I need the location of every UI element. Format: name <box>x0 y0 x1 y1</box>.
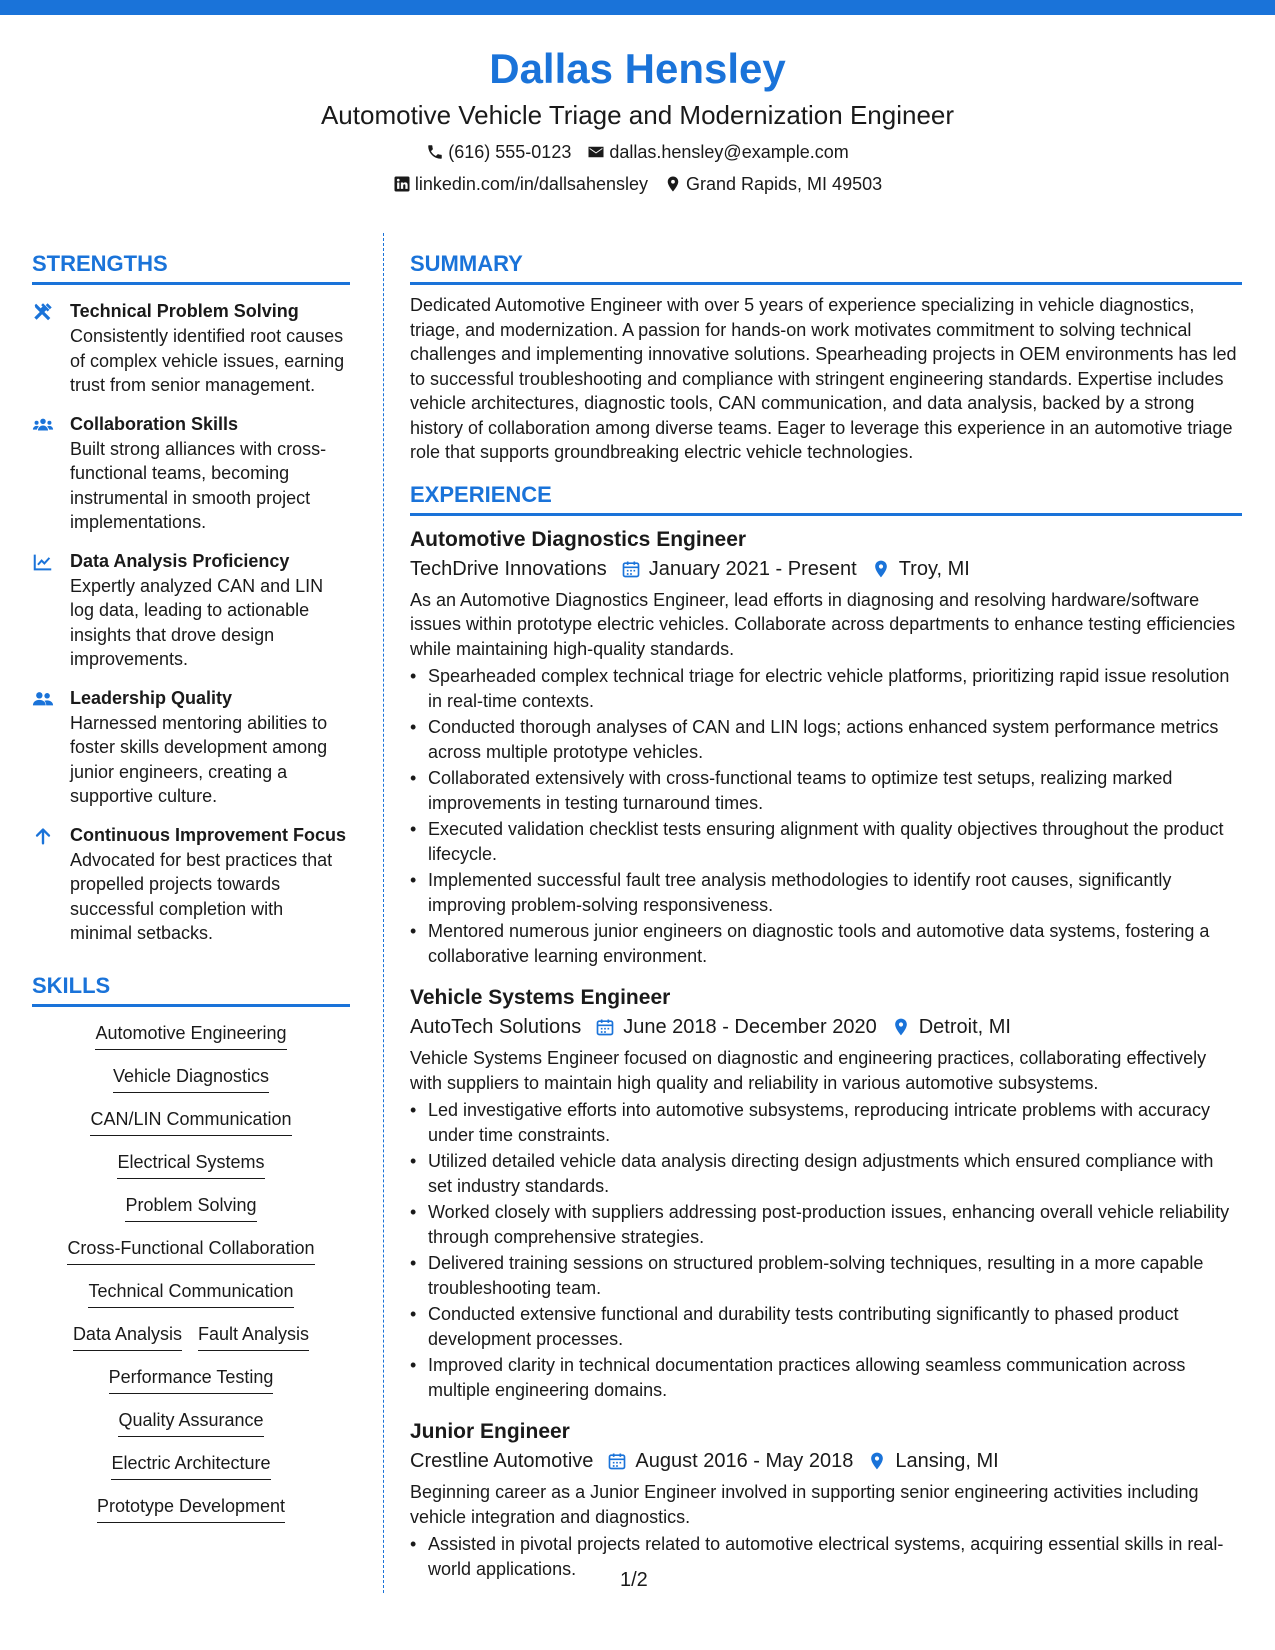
summary-text: Dedicated Automotive Engineer with over 5 years of experience specializing in vehicle diagnostics, triage, and modernization. A passion for hands-on work motivates commitment to solving technical challenges and implementing innovative solutions. Spearheading projects in OEM environments has led to successful troubleshooting and compliance with stringent engineering standards. Expertise includes vehicle architectures, diagnostic tools, CAN communication, and data analysis, backed by a strong history of collaboration among diverse teams. Eager to leverage this experience in an automotive triage role that supports groundbreaking electric vehicle technologies. <box>410 295 1237 462</box>
linkedin-icon <box>393 175 411 193</box>
job-entry <box>410 526 1242 969</box>
right-column <box>410 250 1242 1583</box>
contact-linkedin <box>393 172 648 196</box>
job-location: Troy, MI <box>898 557 970 580</box>
candidate-name: Dallas Hensley <box>489 45 786 92</box>
job-description: Beginning career as a Junior Engineer involved in supporting senior engineering activities including vehicle integration and diagnostics. <box>410 1482 1199 1527</box>
job-role: Automotive Diagnostics Engineer <box>410 527 747 551</box>
top-accent-bar <box>0 0 1275 15</box>
calendar-icon <box>621 559 641 579</box>
skill-tag: Quality Assurance <box>118 1408 263 1437</box>
strength-item <box>32 686 350 809</box>
strength-item <box>32 549 350 672</box>
job-bullet: • Conducted extensive functional and durability tests contributing significantly to phased product development processes. <box>410 1302 1242 1351</box>
job-bullet: • Assisted in pivotal projects related to automotive electrical systems, acquiring essential skills in real-world applications. <box>410 1532 1242 1581</box>
strength-item <box>32 823 350 946</box>
strength-item <box>32 412 350 535</box>
job-bullets <box>410 1532 1242 1581</box>
job-bullet: • Spearheaded complex technical triage for electric vehicle platforms, prioritizing rapid issue resolution in real-time contexts. <box>410 664 1242 713</box>
skill-tag: Problem Solving <box>125 1193 256 1222</box>
job-entry <box>410 1418 1242 1581</box>
strengths-heading: STRENGTHS <box>32 250 350 285</box>
job-meta <box>410 554 1242 584</box>
job-company: TechDrive Innovations <box>410 557 607 580</box>
skills-heading: SKILLS <box>32 972 350 1007</box>
job-dates: August 2016 - May 2018 <box>635 1450 854 1472</box>
job-bullet: • Executed validation checklist tests ensuring alignment with quality objectives throughout the product lifecycle. <box>410 817 1242 866</box>
column-divider <box>383 233 384 1593</box>
location-pin-icon <box>891 1017 911 1037</box>
tools-icon <box>32 301 54 323</box>
calendar-icon <box>607 1451 627 1471</box>
job-role: Vehicle Systems Engineer <box>410 986 671 1009</box>
strength-description: Advocated for best practices that propelled projects towards successful completion with minimal setbacks. <box>70 849 333 943</box>
strength-description: Built strong alliances with cross-functional teams, becoming instrumental in smooth project implementations. <box>70 438 327 532</box>
job-location: Detroit, MI <box>918 1016 1011 1038</box>
job-bullet: • Conducted thorough analyses of CAN and LIN logs; actions enhanced system performance metrics across multiple prototype vehicles. <box>410 715 1242 764</box>
experience-heading: EXPERIENCE <box>410 481 1242 516</box>
location-pin-icon <box>867 1451 887 1471</box>
job-meta <box>410 1012 1242 1042</box>
skill-tag: Electric Architecture <box>111 1451 270 1480</box>
job-role: Junior Engineer <box>410 1420 570 1443</box>
skill-tag: Automotive Engineering <box>95 1021 286 1050</box>
envelope-icon <box>587 143 605 161</box>
skill-tag: Fault Analysis <box>198 1322 309 1351</box>
job-bullet: • Mentored numerous junior engineers on diagnostic tools and automotive data systems, fostering a collaborative learning environment. <box>410 919 1242 968</box>
contact-row-2 <box>0 172 1275 196</box>
strength-description: Consistently identified root causes of complex vehicle issues, earning trust from senior management. <box>70 326 345 395</box>
contact-email <box>587 140 848 164</box>
job-dates: June 2018 - December 2020 <box>623 1016 877 1038</box>
job-bullets <box>410 664 1242 968</box>
job-bullet: • Implemented successful fault tree analysis methodologies to identify root causes, significantly improving problem-solving responsiveness. <box>410 868 1242 917</box>
map-pin-icon <box>664 175 682 193</box>
email-link[interactable]: dallas.hensley@example.com <box>609 142 849 162</box>
job-description: As an Automotive Diagnostics Engineer, lead efforts in diagnosing and resolving hardware/software issues within prototype electric vehicles. Collaborate across departments to enhance testing efficiencies while maintaining high-quality standards. <box>410 589 1236 659</box>
job-company: AutoTech Solutions <box>410 1016 582 1038</box>
job-bullet: • Utilized detailed vehicle data analysis directing design adjustments which ensured compliance with set industry standards. <box>410 1149 1242 1198</box>
job-entry <box>410 984 1242 1402</box>
arrow-up-icon <box>32 825 54 847</box>
page-number: 1/2 <box>620 1569 648 1591</box>
job-description: Vehicle Systems Engineer focused on diagnostic and engineering practices, collaborating effectively with suppliers to maintain high quality and reliability in various automotive subsystems. <box>410 1048 1207 1093</box>
location-text: Grand Rapids, MI 49503 <box>686 174 883 194</box>
calendar-icon <box>595 1017 615 1037</box>
skill-tag: Vehicle Diagnostics <box>113 1064 269 1093</box>
strength-title: Continuous Improvement Focus <box>70 824 347 845</box>
location-pin-icon <box>871 559 891 579</box>
strength-description: Expertly analyzed CAN and LIN log data, leading to actionable insights that drove design improvements. <box>70 575 324 669</box>
skill-tag: Prototype Development <box>97 1494 285 1523</box>
contact-row-1 <box>0 140 1275 164</box>
candidate-title: Automotive Vehicle Triage and Modernization Engineer <box>320 100 955 130</box>
skill-tag: Technical Communication <box>88 1279 293 1308</box>
linkedin-link[interactable]: linkedin.com/in/dallsahensley <box>414 174 648 194</box>
phone-text[interactable]: (616) 555-0123 <box>448 142 572 162</box>
job-dates: January 2021 - Present <box>648 557 857 580</box>
strength-description: Harnessed mentoring abilities to foster skills development among junior engineers, creating a supportive culture. <box>70 712 328 806</box>
job-location: Lansing, MI <box>895 1450 999 1472</box>
strength-title: Data Analysis Proficiency <box>70 550 290 571</box>
skill-tag: CAN/LIN Communication <box>90 1107 291 1136</box>
job-bullets <box>410 1098 1242 1402</box>
skill-tag: Data Analysis <box>73 1322 182 1351</box>
phone-icon <box>426 143 444 161</box>
strength-item <box>32 299 350 398</box>
chart-line-icon <box>32 551 54 573</box>
strength-title: Collaboration Skills <box>70 413 239 434</box>
job-bullet: • Delivered training sessions on structured problem-solving techniques, resulting in a more capable troubleshooting team. <box>410 1251 1242 1300</box>
skill-tag: Cross-Functional Collaboration <box>67 1236 314 1265</box>
job-bullet: • Collaborated extensively with cross-functional teams to optimize test setups, realizing marked improvements in testing turnaround times. <box>410 766 1242 815</box>
contact-location <box>664 172 882 196</box>
contact-phone <box>426 140 571 164</box>
job-meta <box>410 1446 1242 1476</box>
job-bullet: • Led investigative efforts into automotive subsystems, reproducing intricate problems with accuracy under time constraints. <box>410 1098 1242 1147</box>
left-column <box>32 250 350 1537</box>
job-bullet: • Improved clarity in technical documentation practices allowing seamless communication across multiple engineering domains. <box>410 1353 1242 1402</box>
job-bullet: • Worked closely with suppliers addressing post-production issues, enhancing overall vehicle reliability through comprehensive strategies. <box>410 1200 1242 1249</box>
skills-list <box>32 1021 350 1537</box>
strength-title: Technical Problem Solving <box>70 301 299 321</box>
skill-tag: Electrical Systems <box>117 1150 264 1179</box>
summary-heading: SUMMARY <box>410 250 1242 285</box>
strength-title: Leadership Quality <box>70 687 233 708</box>
resume-header <box>0 40 1275 196</box>
users-icon <box>32 414 54 436</box>
skill-tag: Performance Testing <box>109 1365 274 1394</box>
job-company: Crestline Automotive <box>410 1450 594 1472</box>
user-group-icon <box>32 688 54 710</box>
